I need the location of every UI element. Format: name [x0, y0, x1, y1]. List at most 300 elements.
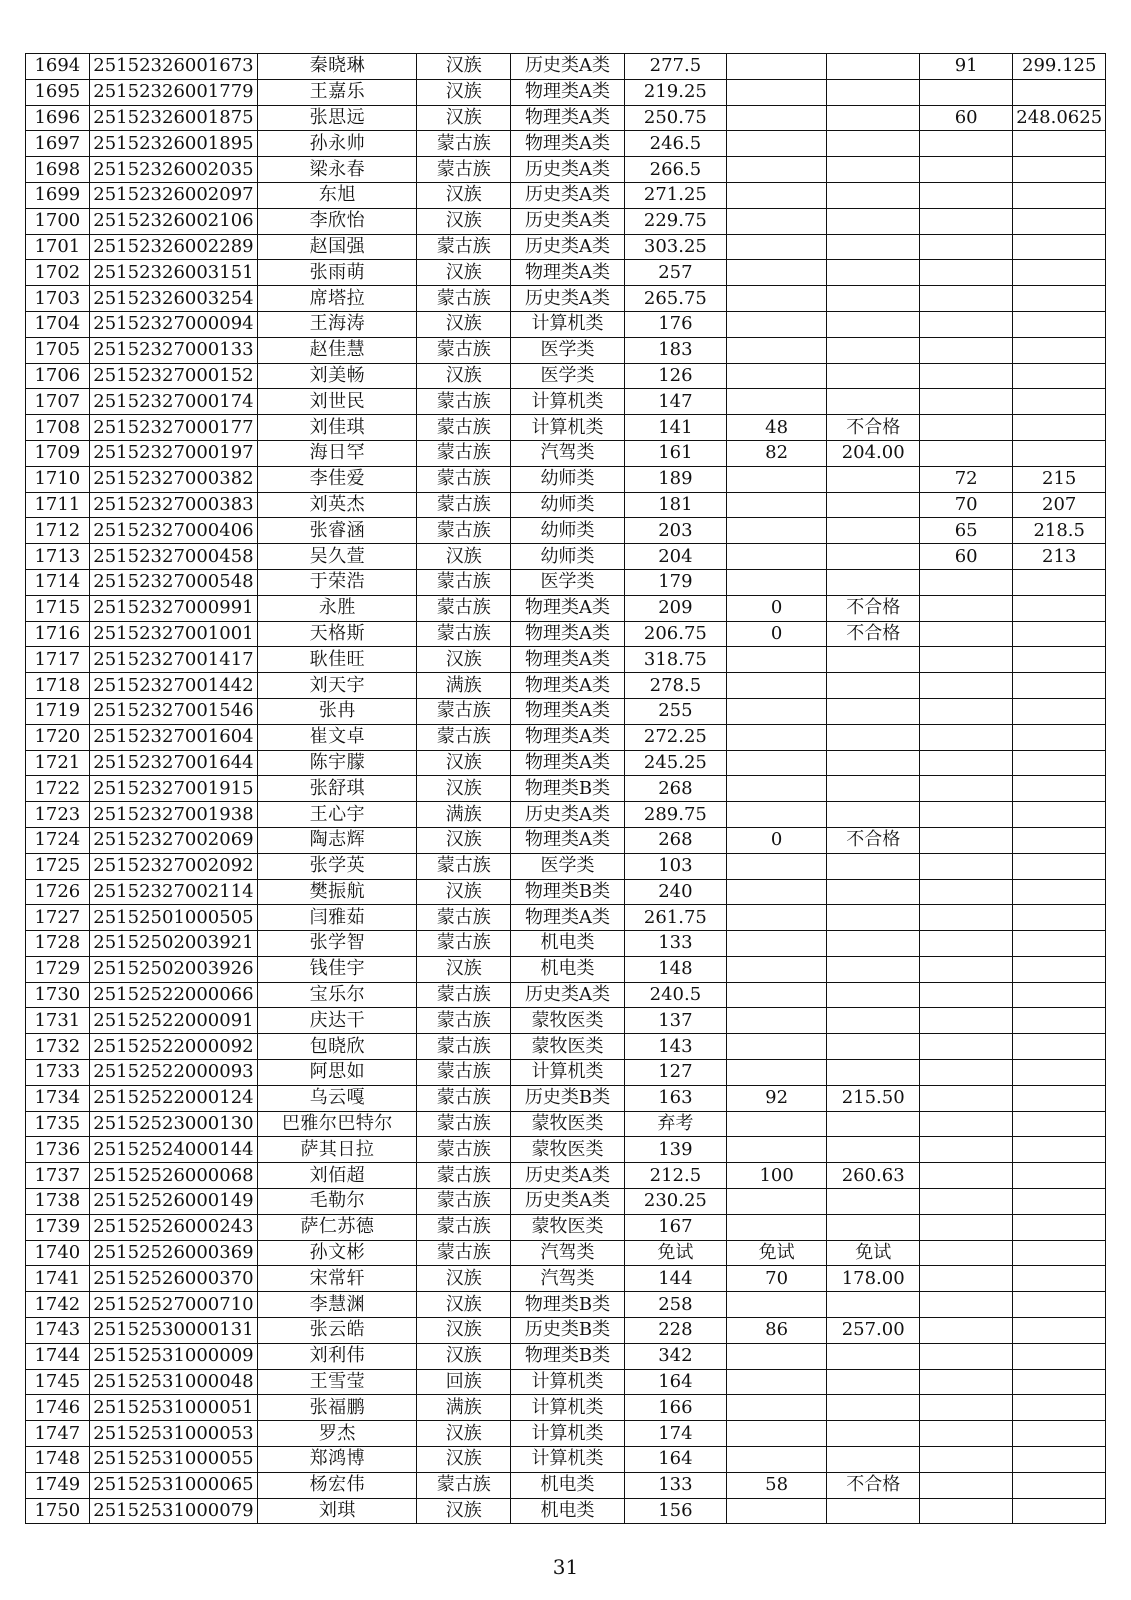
total-cell — [1013, 569, 1106, 595]
ethnicity-cell: 汉族 — [417, 182, 511, 208]
table-row — [26, 1137, 1106, 1163]
composite-cell: 免试 — [827, 1240, 919, 1266]
total-cell — [1013, 724, 1106, 750]
seq-cell: 1749 — [26, 1472, 90, 1498]
name-cell: 李佳爱 — [258, 466, 417, 492]
name-cell: 王心宇 — [258, 802, 417, 828]
extra-score-cell — [919, 750, 1013, 776]
exam-id-cell: 25152326002289 — [89, 234, 258, 260]
category-cell: 历史类B类 — [510, 1085, 624, 1111]
name-cell: 刘天宇 — [258, 673, 417, 699]
category-cell: 机电类 — [510, 1472, 624, 1498]
score-cell: 303.25 — [625, 234, 727, 260]
name-cell: 巴雅尔巴特尔 — [258, 1111, 417, 1137]
exam-id-cell: 25152327001644 — [89, 750, 258, 776]
skill-score-cell: 0 — [726, 621, 827, 647]
total-cell — [1013, 1395, 1106, 1421]
seq-cell: 1742 — [26, 1292, 90, 1318]
exam-id-cell: 25152527000710 — [89, 1292, 258, 1318]
extra-score-cell — [919, 1318, 1013, 1344]
table-row — [26, 1214, 1106, 1240]
total-cell — [1013, 1034, 1106, 1060]
composite-cell — [827, 157, 919, 183]
table-row — [26, 827, 1106, 853]
category-cell: 计算机类 — [510, 1060, 624, 1086]
table-row — [26, 337, 1106, 363]
category-cell: 汽驾类 — [510, 440, 624, 466]
extra-score-cell — [919, 698, 1013, 724]
category-cell: 幼师类 — [510, 492, 624, 518]
composite-cell: 178.00 — [827, 1266, 919, 1292]
name-cell: 李慧渊 — [258, 1292, 417, 1318]
skill-score-cell — [726, 673, 827, 699]
composite-cell: 不合格 — [827, 827, 919, 853]
table-row — [26, 1034, 1106, 1060]
extra-score-cell — [919, 79, 1013, 105]
table-row — [26, 1240, 1106, 1266]
exam-id-cell: 25152522000066 — [89, 982, 258, 1008]
seq-cell: 1707 — [26, 389, 90, 415]
table-row — [26, 234, 1106, 260]
ethnicity-cell: 蒙古族 — [417, 595, 511, 621]
extra-score-cell: 65 — [919, 518, 1013, 544]
category-cell: 物理类A类 — [510, 698, 624, 724]
total-cell — [1013, 982, 1106, 1008]
name-cell: 秦晓琳 — [258, 54, 417, 80]
seq-cell: 1695 — [26, 79, 90, 105]
ethnicity-cell: 汉族 — [417, 208, 511, 234]
score-cell: 206.75 — [625, 621, 727, 647]
ethnicity-cell: 汉族 — [417, 647, 511, 673]
seq-cell: 1727 — [26, 905, 90, 931]
name-cell: 闫雅茹 — [258, 905, 417, 931]
category-cell: 历史类A类 — [510, 54, 624, 80]
skill-score-cell: 0 — [726, 595, 827, 621]
exam-id-cell: 25152531000051 — [89, 1395, 258, 1421]
category-cell: 历史类A类 — [510, 157, 624, 183]
category-cell: 物理类B类 — [510, 1343, 624, 1369]
total-cell — [1013, 337, 1106, 363]
skill-score-cell — [726, 337, 827, 363]
composite-cell — [827, 802, 919, 828]
total-cell — [1013, 415, 1106, 441]
composite-cell: 不合格 — [827, 621, 919, 647]
table-row — [26, 724, 1106, 750]
composite-cell — [827, 466, 919, 492]
category-cell: 汽驾类 — [510, 1240, 624, 1266]
name-cell: 罗杰 — [258, 1421, 417, 1447]
exam-id-cell: 25152327001604 — [89, 724, 258, 750]
seq-cell: 1735 — [26, 1111, 90, 1137]
table-row — [26, 79, 1106, 105]
exam-id-cell: 25152327001001 — [89, 621, 258, 647]
score-cell: 261.75 — [625, 905, 727, 931]
name-cell: 乌云嘎 — [258, 1085, 417, 1111]
category-cell: 历史类A类 — [510, 286, 624, 312]
name-cell: 毛勒尔 — [258, 1189, 417, 1215]
seq-cell: 1718 — [26, 673, 90, 699]
score-cell: 167 — [625, 1214, 727, 1240]
skill-score-cell: 82 — [726, 440, 827, 466]
ethnicity-cell: 汉族 — [417, 956, 511, 982]
score-cell: 163 — [625, 1085, 727, 1111]
skill-score-cell — [726, 1292, 827, 1318]
category-cell: 计算机类 — [510, 311, 624, 337]
exam-id-cell: 25152327000548 — [89, 569, 258, 595]
exam-id-cell: 25152524000144 — [89, 1137, 258, 1163]
skill-score-cell — [726, 1137, 827, 1163]
seq-cell: 1747 — [26, 1421, 90, 1447]
extra-score-cell — [919, 1060, 1013, 1086]
seq-cell: 1725 — [26, 853, 90, 879]
composite-cell — [827, 389, 919, 415]
seq-cell: 1744 — [26, 1343, 90, 1369]
category-cell: 物理类A类 — [510, 105, 624, 131]
table-row — [26, 1318, 1106, 1344]
total-cell — [1013, 595, 1106, 621]
extra-score-cell — [919, 1111, 1013, 1137]
exam-id-cell: 25152326002035 — [89, 157, 258, 183]
table-row — [26, 1111, 1106, 1137]
table-row — [26, 54, 1106, 80]
total-cell — [1013, 1472, 1106, 1498]
category-cell: 历史类B类 — [510, 1318, 624, 1344]
extra-score-cell — [919, 853, 1013, 879]
extra-score-cell: 70 — [919, 492, 1013, 518]
total-cell — [1013, 956, 1106, 982]
table-row — [26, 595, 1106, 621]
total-cell — [1013, 802, 1106, 828]
skill-score-cell — [726, 518, 827, 544]
name-cell: 宝乐尔 — [258, 982, 417, 1008]
total-cell — [1013, 776, 1106, 802]
exam-id-cell: 25152501000505 — [89, 905, 258, 931]
table-row — [26, 982, 1106, 1008]
composite-cell: 257.00 — [827, 1318, 919, 1344]
score-cell: 156 — [625, 1498, 727, 1524]
name-cell: 张雨萌 — [258, 260, 417, 286]
exam-id-cell: 25152531000048 — [89, 1369, 258, 1395]
ethnicity-cell: 汉族 — [417, 1292, 511, 1318]
table-row — [26, 286, 1106, 312]
name-cell: 张学英 — [258, 853, 417, 879]
total-cell: 248.0625 — [1013, 105, 1106, 131]
extra-score-cell — [919, 1189, 1013, 1215]
name-cell: 张福鹏 — [258, 1395, 417, 1421]
category-cell: 物理类A类 — [510, 905, 624, 931]
category-cell: 物理类B类 — [510, 879, 624, 905]
score-cell: 137 — [625, 1008, 727, 1034]
name-cell: 包晓欣 — [258, 1034, 417, 1060]
table-row — [26, 1343, 1106, 1369]
total-cell — [1013, 931, 1106, 957]
composite-cell — [827, 905, 919, 931]
extra-score-cell — [919, 956, 1013, 982]
seq-cell: 1733 — [26, 1060, 90, 1086]
score-cell: 212.5 — [625, 1163, 727, 1189]
category-cell: 医学类 — [510, 363, 624, 389]
composite-cell — [827, 698, 919, 724]
seq-cell: 1708 — [26, 415, 90, 441]
seq-cell: 1716 — [26, 621, 90, 647]
name-cell: 李欣怡 — [258, 208, 417, 234]
category-cell: 物理类A类 — [510, 621, 624, 647]
composite-cell — [827, 1137, 919, 1163]
exam-id-cell: 25152327000458 — [89, 544, 258, 570]
score-cell: 278.5 — [625, 673, 727, 699]
composite-cell — [827, 569, 919, 595]
ethnicity-cell: 满族 — [417, 1395, 511, 1421]
skill-score-cell — [726, 905, 827, 931]
category-cell: 物理类A类 — [510, 595, 624, 621]
total-cell — [1013, 827, 1106, 853]
composite-cell — [827, 1214, 919, 1240]
exam-id-cell: 25152327001938 — [89, 802, 258, 828]
total-cell — [1013, 1266, 1106, 1292]
score-cell: 209 — [625, 595, 727, 621]
seq-cell: 1719 — [26, 698, 90, 724]
name-cell: 梁永春 — [258, 157, 417, 183]
score-cell: 181 — [625, 492, 727, 518]
total-cell — [1013, 1240, 1106, 1266]
total-cell — [1013, 1498, 1106, 1524]
skill-score-cell — [726, 802, 827, 828]
table-row — [26, 905, 1106, 931]
exam-id-cell: 25152531000079 — [89, 1498, 258, 1524]
ethnicity-cell: 蒙古族 — [417, 492, 511, 518]
seq-cell: 1748 — [26, 1447, 90, 1473]
exam-id-cell: 25152327000174 — [89, 389, 258, 415]
category-cell: 历史类A类 — [510, 982, 624, 1008]
score-cell: 147 — [625, 389, 727, 415]
ethnicity-cell: 汉族 — [417, 1318, 511, 1344]
composite-cell: 215.50 — [827, 1085, 919, 1111]
seq-cell: 1739 — [26, 1214, 90, 1240]
score-cell: 183 — [625, 337, 727, 363]
name-cell: 吴久萱 — [258, 544, 417, 570]
composite-cell — [827, 208, 919, 234]
skill-score-cell: 86 — [726, 1318, 827, 1344]
skill-score-cell — [726, 647, 827, 673]
extra-score-cell — [919, 286, 1013, 312]
category-cell: 物理类A类 — [510, 131, 624, 157]
seq-cell: 1710 — [26, 466, 90, 492]
name-cell: 钱佳宇 — [258, 956, 417, 982]
exam-id-cell: 25152502003926 — [89, 956, 258, 982]
total-cell: 218.5 — [1013, 518, 1106, 544]
composite-cell — [827, 879, 919, 905]
seq-cell: 1724 — [26, 827, 90, 853]
seq-cell: 1743 — [26, 1318, 90, 1344]
extra-score-cell — [919, 415, 1013, 441]
seq-cell: 1694 — [26, 54, 90, 80]
skill-score-cell — [726, 492, 827, 518]
composite-cell — [827, 260, 919, 286]
seq-cell: 1705 — [26, 337, 90, 363]
score-cell: 318.75 — [625, 647, 727, 673]
skill-score-cell — [726, 982, 827, 1008]
ethnicity-cell: 蒙古族 — [417, 337, 511, 363]
ethnicity-cell: 汉族 — [417, 79, 511, 105]
extra-score-cell — [919, 260, 1013, 286]
ethnicity-cell: 汉族 — [417, 1266, 511, 1292]
table-row — [26, 363, 1106, 389]
name-cell: 赵国强 — [258, 234, 417, 260]
exam-id-cell: 25152327000197 — [89, 440, 258, 466]
exam-id-cell: 25152531000053 — [89, 1421, 258, 1447]
total-cell — [1013, 853, 1106, 879]
score-cell: 179 — [625, 569, 727, 595]
score-cell: 免试 — [625, 1240, 727, 1266]
table-row — [26, 621, 1106, 647]
composite-cell — [827, 363, 919, 389]
extra-score-cell — [919, 1395, 1013, 1421]
total-cell — [1013, 1447, 1106, 1473]
score-cell: 203 — [625, 518, 727, 544]
score-cell: 144 — [625, 1266, 727, 1292]
total-cell — [1013, 182, 1106, 208]
score-cell: 228 — [625, 1318, 727, 1344]
seq-cell: 1713 — [26, 544, 90, 570]
name-cell: 刘利伟 — [258, 1343, 417, 1369]
composite-cell — [827, 956, 919, 982]
ethnicity-cell: 蒙古族 — [417, 1240, 511, 1266]
name-cell: 张睿涵 — [258, 518, 417, 544]
score-cell: 166 — [625, 1395, 727, 1421]
ethnicity-cell: 汉族 — [417, 1343, 511, 1369]
name-cell: 刘佳琪 — [258, 415, 417, 441]
skill-score-cell — [726, 1060, 827, 1086]
score-cell: 265.75 — [625, 286, 727, 312]
ethnicity-cell: 蒙古族 — [417, 1189, 511, 1215]
category-cell: 蒙牧医类 — [510, 1008, 624, 1034]
category-cell: 计算机类 — [510, 1395, 624, 1421]
skill-score-cell — [726, 208, 827, 234]
category-cell: 幼师类 — [510, 544, 624, 570]
skill-score-cell — [726, 1447, 827, 1473]
table-row — [26, 311, 1106, 337]
exam-id-cell: 25152327000152 — [89, 363, 258, 389]
ethnicity-cell: 蒙古族 — [417, 415, 511, 441]
name-cell: 赵佳慧 — [258, 337, 417, 363]
category-cell: 物理类A类 — [510, 647, 624, 673]
composite-cell: 260.63 — [827, 1163, 919, 1189]
table-row — [26, 1292, 1106, 1318]
name-cell: 孙文彬 — [258, 1240, 417, 1266]
composite-cell — [827, 931, 919, 957]
total-cell — [1013, 647, 1106, 673]
ethnicity-cell: 汉族 — [417, 260, 511, 286]
table-row — [26, 492, 1106, 518]
category-cell: 机电类 — [510, 931, 624, 957]
score-cell: 257 — [625, 260, 727, 286]
total-cell — [1013, 750, 1106, 776]
composite-cell — [827, 544, 919, 570]
exam-id-cell: 25152326001779 — [89, 79, 258, 105]
score-cell: 164 — [625, 1447, 727, 1473]
total-cell — [1013, 1318, 1106, 1344]
name-cell: 张云皓 — [258, 1318, 417, 1344]
table-row — [26, 776, 1106, 802]
category-cell: 物理类A类 — [510, 673, 624, 699]
skill-score-cell — [726, 1369, 827, 1395]
total-cell — [1013, 389, 1106, 415]
category-cell: 计算机类 — [510, 415, 624, 441]
ethnicity-cell: 蒙古族 — [417, 466, 511, 492]
total-cell — [1013, 1292, 1106, 1318]
seq-cell: 1703 — [26, 286, 90, 312]
exam-id-cell: 25152526000068 — [89, 1163, 258, 1189]
table-row — [26, 853, 1106, 879]
score-cell: 189 — [625, 466, 727, 492]
seq-cell: 1701 — [26, 234, 90, 260]
seq-cell: 1731 — [26, 1008, 90, 1034]
extra-score-cell — [919, 182, 1013, 208]
exam-id-cell: 25152327000133 — [89, 337, 258, 363]
name-cell: 杨宏伟 — [258, 1472, 417, 1498]
category-cell: 汽驾类 — [510, 1266, 624, 1292]
exam-id-cell: 25152327000991 — [89, 595, 258, 621]
score-cell: 127 — [625, 1060, 727, 1086]
skill-score-cell — [726, 698, 827, 724]
skill-score-cell — [726, 466, 827, 492]
extra-score-cell — [919, 234, 1013, 260]
category-cell: 历史类A类 — [510, 208, 624, 234]
total-cell: 207 — [1013, 492, 1106, 518]
skill-score-cell — [726, 750, 827, 776]
table-row — [26, 1266, 1106, 1292]
seq-cell: 1734 — [26, 1085, 90, 1111]
table-row — [26, 1369, 1106, 1395]
extra-score-cell — [919, 337, 1013, 363]
table-row — [26, 518, 1106, 544]
composite-cell — [827, 1060, 919, 1086]
skill-score-cell — [726, 1395, 827, 1421]
ethnicity-cell: 满族 — [417, 673, 511, 699]
score-cell: 133 — [625, 931, 727, 957]
extra-score-cell — [919, 802, 1013, 828]
category-cell: 物理类A类 — [510, 827, 624, 853]
seq-cell: 1714 — [26, 569, 90, 595]
skill-score-cell — [726, 1421, 827, 1447]
score-cell: 103 — [625, 853, 727, 879]
name-cell: 于荣浩 — [258, 569, 417, 595]
total-cell — [1013, 311, 1106, 337]
composite-cell — [827, 1395, 919, 1421]
skill-score-cell — [726, 931, 827, 957]
seq-cell: 1745 — [26, 1369, 90, 1395]
skill-score-cell: 免试 — [726, 1240, 827, 1266]
name-cell: 刘世民 — [258, 389, 417, 415]
composite-cell — [827, 105, 919, 131]
skill-score-cell: 100 — [726, 1163, 827, 1189]
ethnicity-cell: 蒙古族 — [417, 569, 511, 595]
category-cell: 医学类 — [510, 853, 624, 879]
total-cell — [1013, 157, 1106, 183]
composite-cell — [827, 1498, 919, 1524]
score-cell: 133 — [625, 1472, 727, 1498]
score-cell: 277.5 — [625, 54, 727, 80]
table-row — [26, 802, 1106, 828]
name-cell: 刘美畅 — [258, 363, 417, 389]
exam-id-cell: 25152502003921 — [89, 931, 258, 957]
skill-score-cell — [726, 1214, 827, 1240]
total-cell — [1013, 673, 1106, 699]
category-cell: 历史类A类 — [510, 1163, 624, 1189]
table-row — [26, 544, 1106, 570]
skill-score-cell — [726, 724, 827, 750]
total-cell — [1013, 131, 1106, 157]
